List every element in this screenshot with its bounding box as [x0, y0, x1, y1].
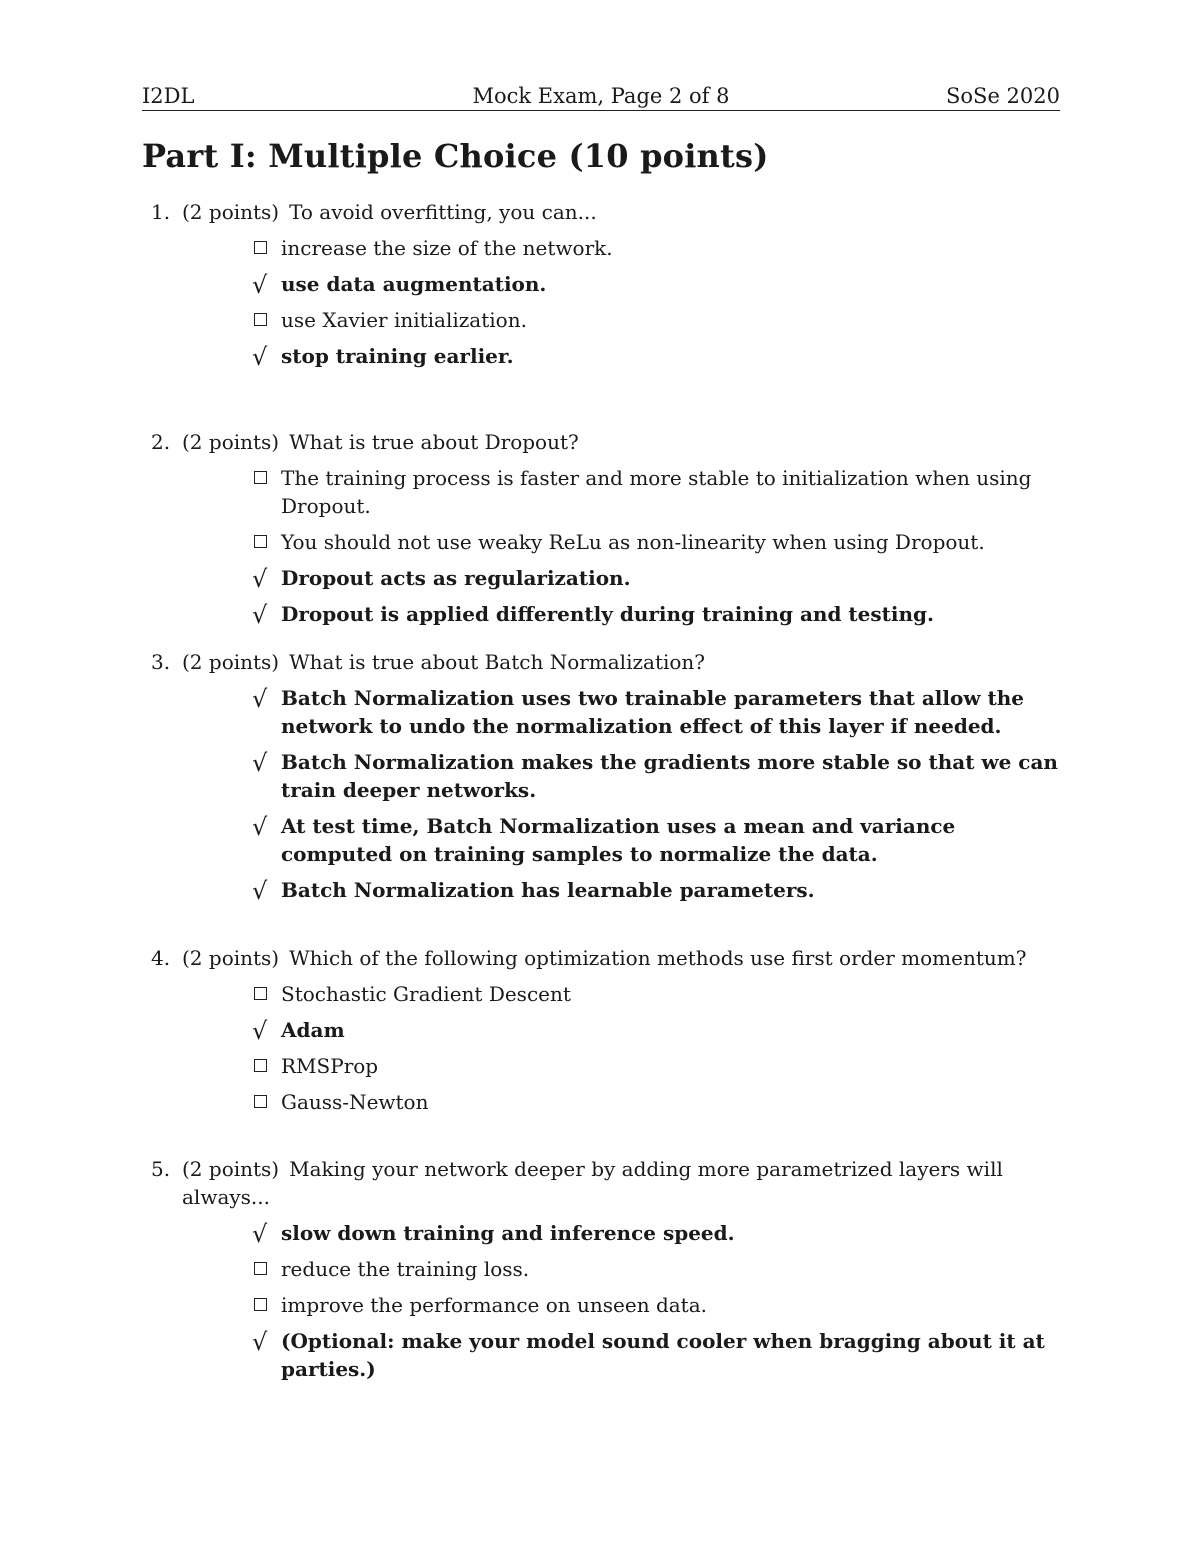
empty-checkbox-icon	[252, 234, 274, 262]
answer-option[interactable]	[250, 1016, 1060, 1044]
question-points: (2 points)	[182, 1157, 280, 1181]
answer-text: Stochastic Gradient Descent	[281, 982, 571, 1006]
question-text: What is true about Dropout?	[289, 430, 579, 454]
answer-text: Dropout is applied differently during training and testing.	[281, 602, 934, 626]
answer-option[interactable]	[250, 270, 1060, 298]
checkmark-icon: √	[252, 601, 268, 629]
empty-checkbox-icon	[252, 1088, 274, 1116]
course-name: I2DL	[142, 84, 195, 108]
question-header	[142, 1155, 1060, 1211]
question-number: 2.	[151, 430, 171, 454]
checkmark-icon: √	[252, 343, 268, 371]
answer-text: Batch Normalization makes the gradients more stable so that we can train deeper networks.	[281, 750, 1058, 802]
answer-option[interactable]	[250, 1291, 1060, 1319]
question-text: To avoid overfitting, you can...	[289, 200, 597, 224]
empty-checkbox-icon	[252, 1052, 274, 1080]
empty-checkbox-icon	[252, 980, 274, 1008]
answer-option[interactable]	[250, 600, 1060, 628]
question-number: 4.	[151, 946, 171, 970]
question-points: (2 points)	[182, 650, 280, 674]
answer-text: use Xavier initialization.	[281, 308, 527, 332]
checkmark-icon: √	[252, 1220, 268, 1248]
question-header	[142, 428, 1060, 456]
answer-option[interactable]	[250, 306, 1060, 334]
answer-option[interactable]	[250, 1219, 1060, 1247]
question-header	[142, 198, 1060, 226]
empty-checkbox-icon	[252, 464, 274, 492]
answer-text: The training process is faster and more stable to initialization when using Dropout.	[281, 466, 1032, 518]
question-4	[142, 944, 1060, 1116]
checkmark-icon: √	[252, 1328, 268, 1356]
question-text: Making your network deeper by adding more parametrized layers will always...	[182, 1157, 1003, 1209]
answer-option[interactable]	[250, 234, 1060, 262]
answer-text: Adam	[281, 1018, 345, 1042]
semester: SoSe 2020	[946, 84, 1060, 108]
answer-text: slow down training and inference speed.	[281, 1221, 735, 1245]
part-title: Part I: Multiple Choice (10 points)	[142, 137, 769, 175]
empty-checkbox-icon	[252, 1291, 274, 1319]
empty-checkbox-icon	[252, 306, 274, 334]
answer-option[interactable]	[250, 812, 1060, 868]
empty-checkbox-icon	[252, 528, 274, 556]
question-5	[142, 1155, 1060, 1383]
answer-text: Gauss-Newton	[281, 1090, 429, 1114]
answer-text: Batch Normalization has learnable parameters.	[281, 878, 815, 902]
question-number: 1.	[151, 200, 171, 224]
answer-text: improve the performance on unseen data.	[281, 1293, 707, 1317]
answer-option[interactable]	[250, 1327, 1060, 1383]
question-1	[142, 198, 1060, 370]
checkmark-icon: √	[252, 685, 268, 713]
page-info: Mock Exam, Page 2 of 8	[472, 84, 730, 108]
header-rule	[142, 110, 1060, 111]
question-text: Which of the following optimization methods use first order momentum?	[289, 946, 1027, 970]
answer-option[interactable]	[250, 464, 1060, 520]
answer-option[interactable]	[250, 564, 1060, 592]
answer-option[interactable]	[250, 1255, 1060, 1283]
answer-text: use data augmentation.	[281, 272, 547, 296]
question-header	[142, 648, 1060, 676]
empty-checkbox-icon	[252, 1255, 274, 1283]
answer-text: stop training earlier.	[281, 344, 514, 368]
answer-text: (Optional: make your model sound cooler when bragging about it at parties.)	[281, 1329, 1045, 1381]
answer-option[interactable]	[250, 684, 1060, 740]
page-header	[142, 84, 1060, 108]
checkmark-icon: √	[252, 1017, 268, 1045]
answer-text: reduce the training loss.	[281, 1257, 530, 1281]
answer-option[interactable]	[250, 1052, 1060, 1080]
answer-option[interactable]	[250, 342, 1060, 370]
checkmark-icon: √	[252, 877, 268, 905]
question-text: What is true about Batch Normalization?	[289, 650, 706, 674]
answer-option[interactable]	[250, 748, 1060, 804]
question-header	[142, 944, 1060, 972]
answer-text: Batch Normalization uses two trainable parameters that allow the network to undo the normalization effect of this layer if needed.	[281, 686, 1025, 738]
question-number: 5.	[151, 1157, 171, 1181]
checkmark-icon: √	[252, 813, 268, 841]
checkmark-icon: √	[252, 749, 268, 777]
question-3	[142, 648, 1060, 904]
question-2	[142, 428, 1060, 628]
answer-option[interactable]	[250, 980, 1060, 1008]
answer-text: increase the size of the network.	[281, 236, 613, 260]
checkmark-icon: √	[252, 565, 268, 593]
checkmark-icon: √	[252, 271, 268, 299]
question-points: (2 points)	[182, 200, 280, 224]
answer-text: Dropout acts as regularization.	[281, 566, 631, 590]
answer-text: At test time, Batch Normalization uses a mean and variance computed on training samples to normalize the data.	[281, 814, 956, 866]
answer-option[interactable]	[250, 528, 1060, 556]
answer-option[interactable]	[250, 1088, 1060, 1116]
question-number: 3.	[151, 650, 171, 674]
answer-option[interactable]	[250, 876, 1060, 904]
answer-text: RMSProp	[281, 1054, 379, 1078]
question-points: (2 points)	[182, 946, 280, 970]
question-points: (2 points)	[182, 430, 280, 454]
answer-text: You should not use weaky ReLu as non-linearity when using Dropout.	[281, 530, 985, 554]
